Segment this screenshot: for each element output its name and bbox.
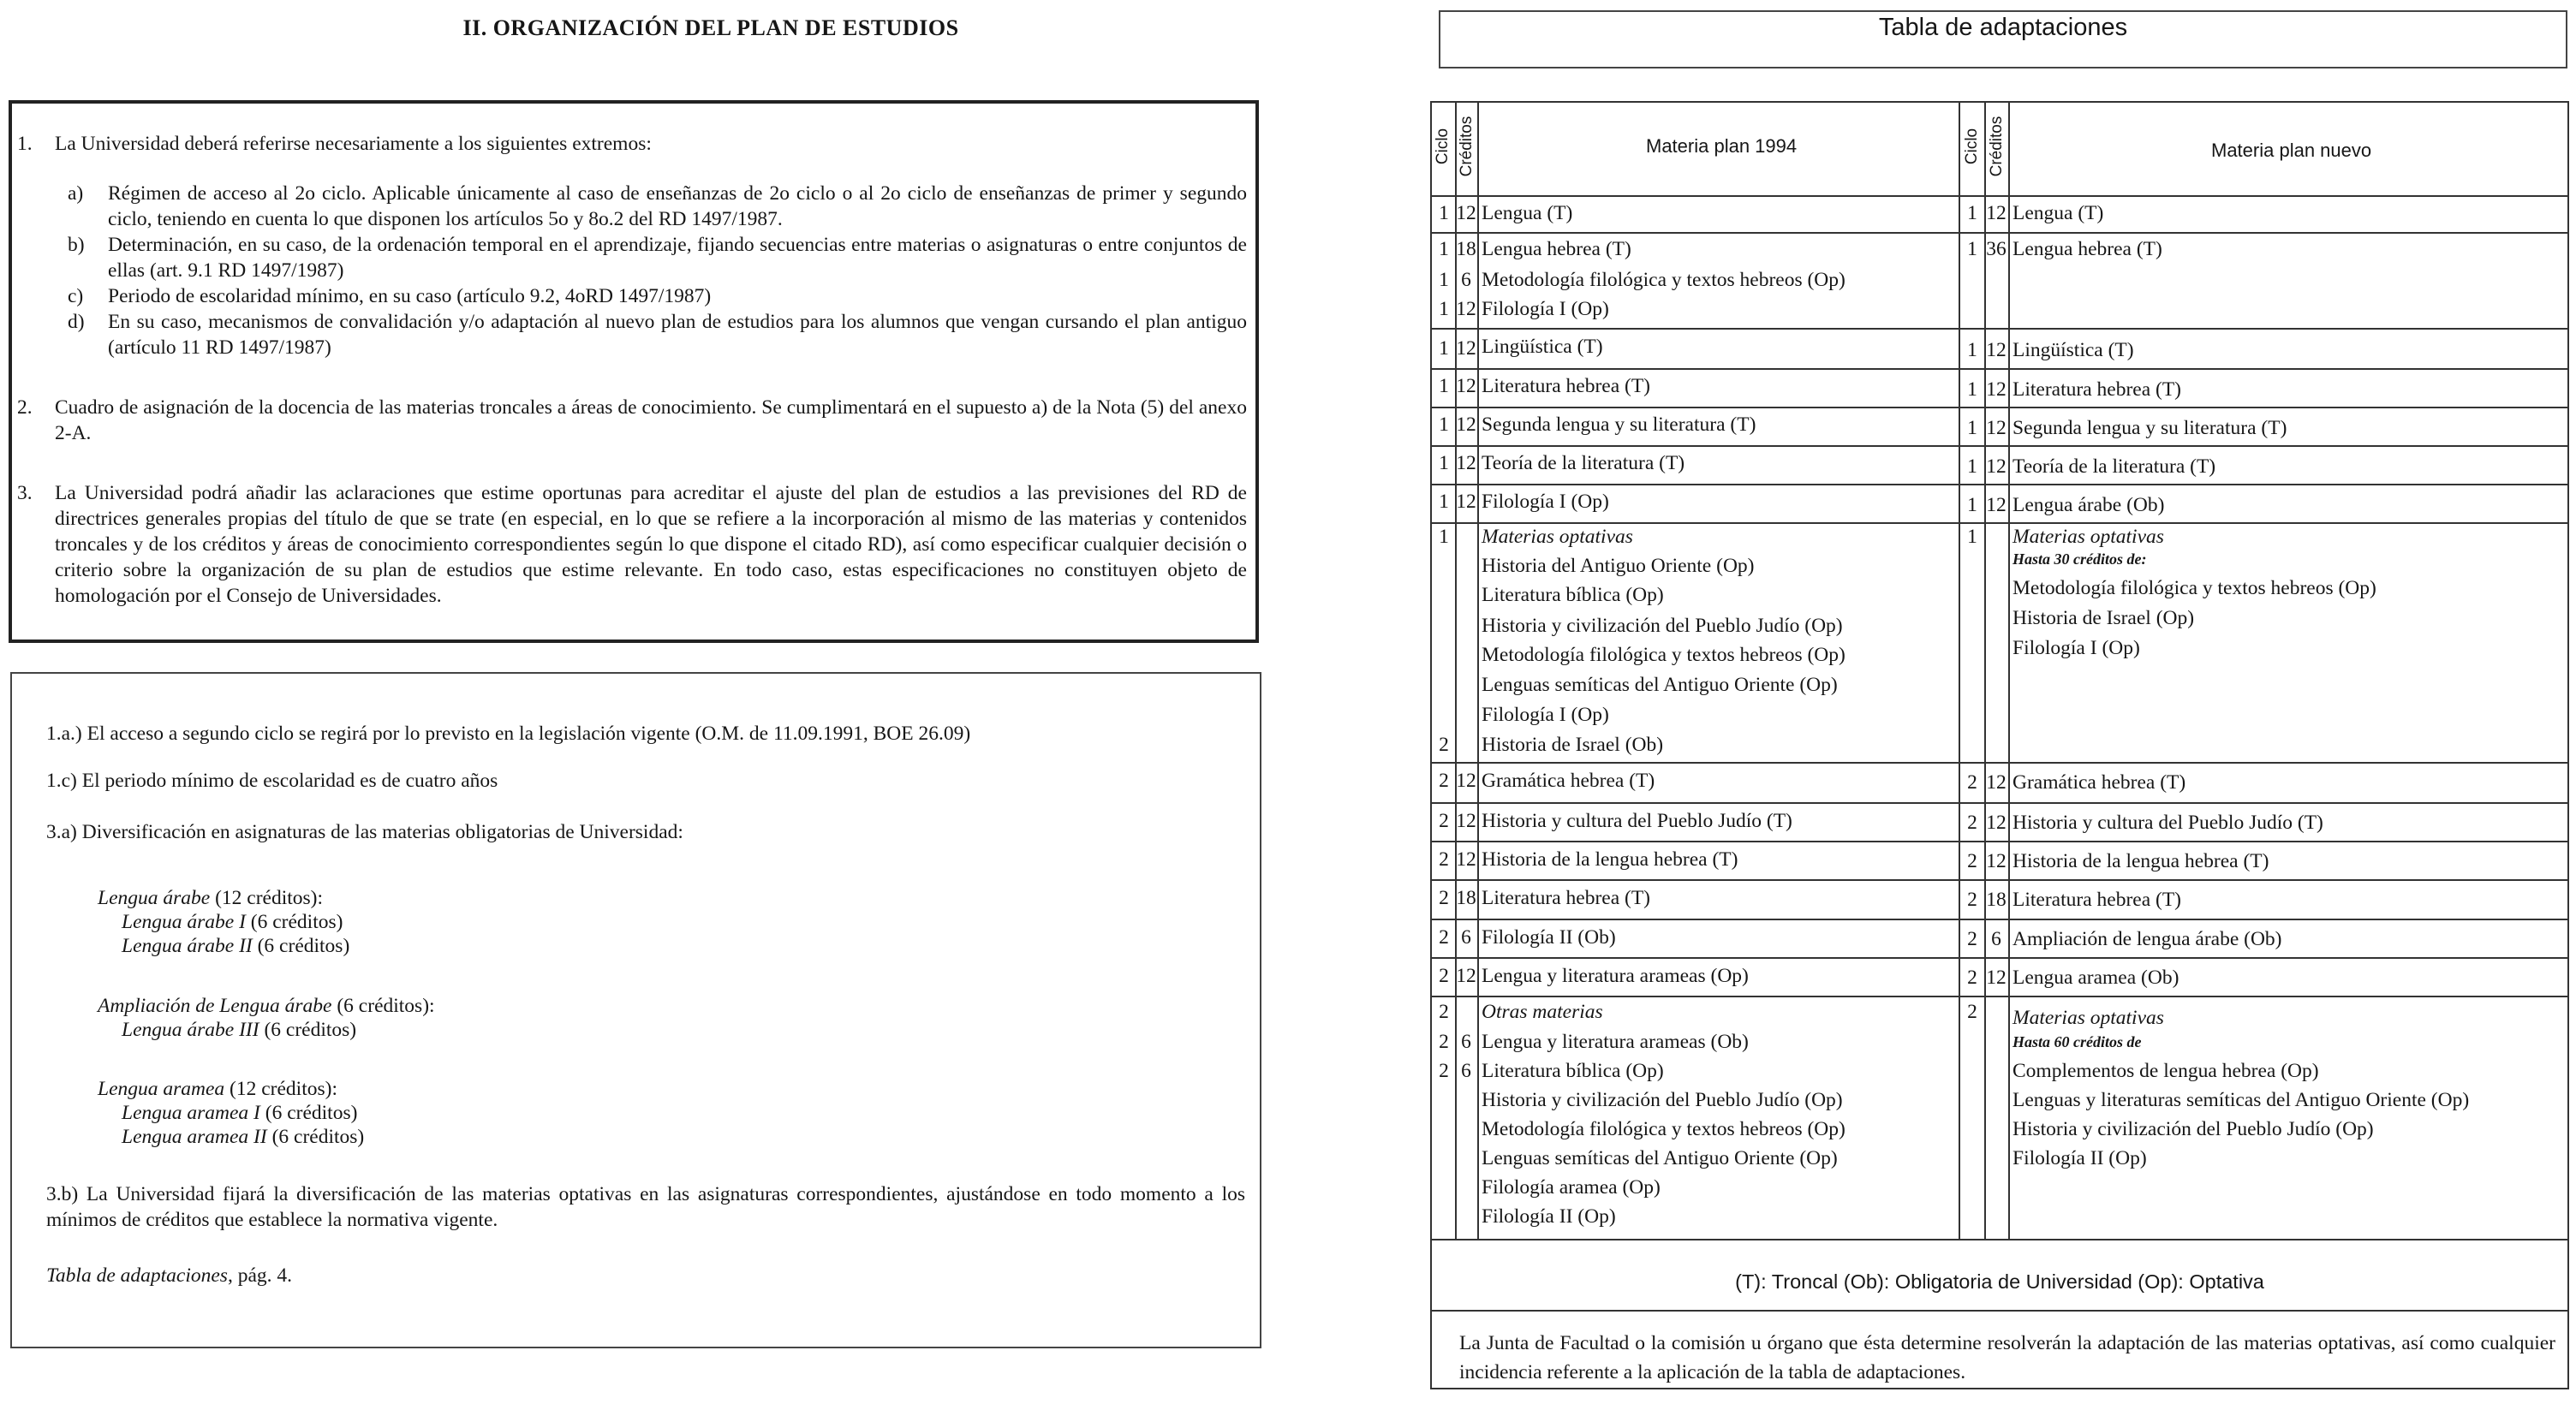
page-title: II. ORGANIZACIÓN DEL PLAN DE ESTUDIOS xyxy=(462,15,959,40)
note-optativas: 3.b) La Universidad fijará la diversificación de las materias optativas en las asignaturas correspondientes, ajustándose en todo momento a los mínimos de créditos que establece la normativa vigente. xyxy=(46,1183,1245,1231)
sub-text: En su caso, mecanismos de convalidación y/o adaptación al nuevo plan de estudios para los alumnos que vengan cursando el plan antiguo (artículo 11 RD 1497/1987) xyxy=(108,311,1247,359)
sub-text: Periodo de escolaridad mínimo, en su caso (artículo 9.2, 4oRD 1497/1987) xyxy=(108,285,712,307)
instructions-box xyxy=(9,100,1259,643)
adaptation-table: Ciclo Créditos Materia plan 1994 Ciclo Créditos Materia plan nuevo 1 12 Lengua (T) 1 12 Lengua (T) 1 18 Lengua hebrea (T) 1 6 Metodología filológica y textos hebreos (Op) 1 12 Filología I (Op) 1 36 Lengua hebrea (T) 1 12 Lingüística (T) 1 12 Lingüística (T) 1 12 Literatura hebrea (T) 1 12 Literatura hebrea (T) 1 12 Segunda lengua y su literatura (T) 1 12 Segunda lengua y su literatura (T) 1 12 Teoría de la literatura (T) 1 12 Teoría de la literatura (T) 1 12 Filología I (Op) 1 12 Lengua árabe (Ob) 1 2 Materias optativas Historia del Antiguo Oriente (Op) Literatura bíblica (Op) Historia y civilización del Pueblo Judío (Op) Metodología filológica y textos hebreos (Op) Lenguas semíticas del Antiguo Oriente (Op) Filología I (Op) Historia de Israel (Ob) 1 Materias optativas Hasta 30 créditos de: Metodología filológica y textos hebreos (Op) Historia de Israel (Op) Filología I (Op) 2 12 Gramática hebrea (T) 2 12 Gramática hebrea (T) 2 12 Historia y cultura del Pueblo Judío (T) 2 12 Historia y cultura del Pueblo Judío (T) 2 12 Historia de la lengua hebrea (T) 2 12 Historia de la lengua hebrea (T) 2 18 Literatura hebrea (T) 2 18 Literatura hebrea (T) 2 6 Filología II (Ob) 2 6 Ampliación de lengua árabe (Ob) 2 12 Lengua y literatura arameas (Op) 2 12 Lengua aramea (Ob) 2 2 6 2 6 Otras materias Lengua y literatura arameas (Ob) Literatura bíblica (Op) Historia y civilización del Pueblo Judío (Op) Metodología filológica y textos hebreos (Op) Lenguas semíticas del Antiguo Oriente (Op) Filología aramea (Op) Filología II (Op) 2 Materias optativas Hasta 60 créditos de Complementos de lengua hebrea (Op) Lenguas y literaturas semíticas del Antiguo Oriente (Op) Historia y civilización del Pueblo Judío (Op) Filología II (Op) (T): Troncal (Ob): Obligatoria de Universidad (Op): Optativa La Junta de Facultad o la comisión u órgano que ésta determine resolverán la adaptación de las materias optativas, así como cualquier incidencia referente a la aplicación de la tabla de adaptaciones. xyxy=(1430,101,2569,1389)
sub-label: d) xyxy=(68,311,85,333)
note-reference: Tabla de adaptaciones, pág. 4. xyxy=(46,1264,292,1287)
sub-label: c) xyxy=(68,285,84,307)
footnote: La Junta de Facultad o la comisión u órgano que ésta determine resolverán la adaptación de las materias optativas, así como cualquier incidencia referente a la aplicación de la tabla de adaptaciones. xyxy=(1459,1332,2555,1383)
subject-item: Lengua aramea II (6 créditos) xyxy=(122,1126,365,1148)
subject-item: Lengua árabe III (6 créditos) xyxy=(122,1019,357,1041)
note-diversification: 3.a) Diversificación en asignaturas de las materias obligatorias de Universidad: xyxy=(46,821,683,843)
table-title: Tabla de adaptaciones xyxy=(1439,10,2567,68)
header-new: Materia plan nuevo xyxy=(2211,140,2372,161)
sub-label: b) xyxy=(68,234,85,256)
sub-label: a) xyxy=(68,182,84,205)
subject-group: Ampliación de Lengua árabe (6 créditos): xyxy=(98,995,435,1017)
header-ciclo: Ciclo xyxy=(1963,128,1982,165)
legend: (T): Troncal (Ob): Obligatoria de Universidad (Op): Optativa xyxy=(1735,1270,2264,1293)
subject-item: Lengua aramea I (6 créditos) xyxy=(122,1102,358,1124)
item-text: La Universidad deberá referirse necesariamente a los siguientes extremos: xyxy=(55,133,652,155)
header-creditos: Créditos xyxy=(1458,116,1476,177)
note-period: 1.c) El periodo mínimo de escolaridad es de cuatro años xyxy=(46,770,498,792)
subject-item: Lengua árabe I (6 créditos) xyxy=(122,911,343,933)
note-access: 1.a.) El acceso a segundo ciclo se regirá por lo previsto en la legislación vigente (O.M. de 11.09.1991, BOE 26.09) xyxy=(46,723,971,745)
item-text: Cuadro de asignación de la docencia de las materias troncales a áreas de conocimiento. Se cumplimentará en el supuesto a) de la Nota (5) del anexo 2-A. xyxy=(55,396,1247,444)
item-number: 3. xyxy=(17,482,33,504)
subject-group: Lengua aramea (12 créditos): xyxy=(98,1078,337,1100)
notes-box xyxy=(10,672,1261,1348)
header-creditos: Créditos xyxy=(1988,116,2006,177)
subject-item: Lengua árabe II (6 créditos) xyxy=(122,935,350,957)
sub-text: Régimen de acceso al 2o ciclo. Aplicable únicamente al caso de enseñanzas de 2o ciclo o al 2o ciclo de enseñanzas de primer y segundo ciclo, teniendo en cuenta lo que disponen los artículos 5o y 8o.2 del RD 1497/1987. xyxy=(108,182,1247,230)
item-number: 1. xyxy=(17,133,33,155)
header-ciclo: Ciclo xyxy=(1434,128,1452,165)
sub-text: Determinación, en su caso, de la ordenación temporal en el aprendizaje, fijando secuencias entre materias o asignaturas o entre conjuntos de ellas (art. 9.1 RD 1497/1987) xyxy=(108,234,1247,282)
subject-group: Lengua árabe (12 créditos): xyxy=(98,887,324,909)
item-text: La Universidad podrá añadir las aclaraciones que estime oportunas para acreditar el ajuste del plan de estudios a las previsiones del RD de directrices generales propias del título de que se trate (en especial, en lo que se refiere a la incorporación al mismo de las materias y contenidos troncales y de los créditos y áreas de conocimiento correspondientes según lo que dispone el citado RD), así como especificar cualquier decisión o criterio sobre la organización de su plan de estudios que estime relevante. En todo caso, estas especificaciones no constituyen objeto de homologación por el Consejo de Universidades. xyxy=(55,482,1247,607)
header-old: Materia plan 1994 xyxy=(1646,135,1798,157)
item-number: 2. xyxy=(17,396,33,419)
